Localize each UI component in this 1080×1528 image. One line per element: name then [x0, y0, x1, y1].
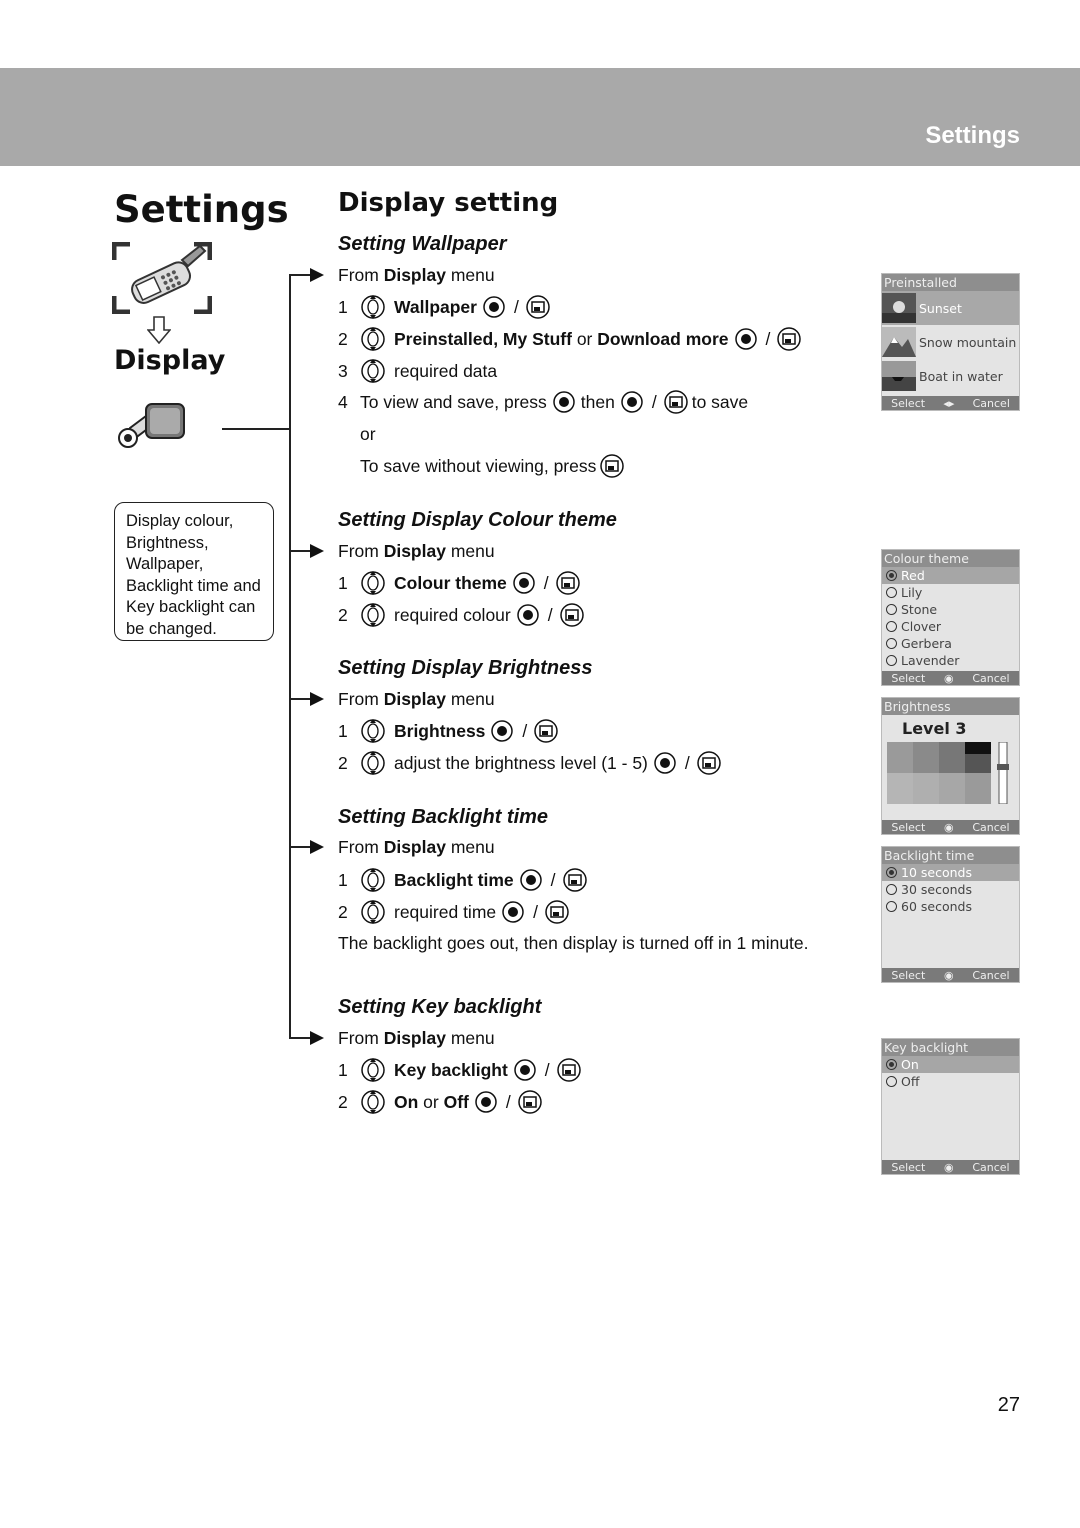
select-key-icon — [502, 901, 524, 923]
brightness-gradient-swatch — [887, 742, 1017, 804]
menu-option: Colour theme — [394, 573, 507, 593]
step-number: 3 — [338, 361, 348, 381]
soft-key-icon — [560, 603, 584, 627]
select-key-icon — [483, 296, 505, 318]
sidebar-note-line: Brightness, — [126, 533, 209, 552]
menu-option: Wallpaper — [394, 297, 477, 317]
header-band — [0, 68, 1080, 166]
radio-selected-icon — [886, 570, 897, 581]
select-key-icon — [520, 869, 542, 891]
navigation-key-icon — [360, 570, 386, 596]
text: From — [338, 689, 379, 709]
option-label: 30 seconds — [901, 882, 972, 897]
sidebar-note-box — [114, 502, 274, 641]
select-key-icon — [513, 572, 535, 594]
radio-icon — [886, 901, 897, 912]
menu-name: Display — [383, 265, 446, 285]
soft-key-icon — [545, 900, 569, 924]
step-1 — [338, 1057, 585, 1083]
text: or — [571, 329, 598, 349]
option-label: Gerbera — [901, 636, 952, 651]
option-label: Off — [901, 1074, 920, 1089]
text: menu — [450, 689, 495, 709]
option-row — [882, 584, 1019, 601]
step-number: 1 — [338, 1060, 348, 1080]
text: or — [418, 1092, 444, 1112]
screen-wallpaper — [881, 273, 1020, 411]
option-row — [882, 652, 1019, 669]
main-title: Display setting — [338, 188, 559, 218]
tree-branch — [289, 1037, 311, 1039]
option-label: Red — [901, 568, 925, 583]
sidebar-note-line: be changed. — [126, 619, 217, 638]
brightness-level: Level 3 — [902, 719, 967, 738]
sidebar-submenu: Display — [114, 345, 226, 376]
softkey-right: Cancel — [972, 396, 1010, 410]
radio-icon — [886, 638, 897, 649]
display-connector-icon — [116, 398, 188, 459]
sidebar-note-line: Wallpaper, — [126, 555, 204, 573]
step-number: 2 — [338, 605, 348, 625]
navigation-key-icon — [360, 602, 386, 628]
menu-option: Off — [443, 1092, 469, 1112]
select-key-icon — [654, 752, 676, 774]
select-key-icon — [517, 604, 539, 626]
navigation-key-icon — [360, 718, 386, 744]
step-number: 2 — [338, 329, 348, 349]
step-3 — [338, 358, 497, 384]
softkey-left: Select — [891, 396, 926, 410]
sidebar-note-line: Key backlight can — [126, 598, 256, 616]
from-display-menu — [338, 263, 495, 287]
step-2 — [338, 899, 573, 925]
menu-option: Key backlight — [394, 1060, 508, 1080]
soft-key-icon — [518, 1090, 542, 1114]
text: From — [338, 837, 379, 857]
separator: / — [505, 1092, 511, 1112]
option-row — [882, 635, 1019, 652]
tree-branch — [289, 698, 311, 700]
section-title-colour-theme: Setting Display Colour theme — [338, 509, 617, 531]
menu-option: Download more — [597, 329, 729, 349]
step-4 — [338, 390, 748, 414]
step-text: To view and save, press — [360, 392, 547, 412]
wallpaper-name: Sunset — [919, 300, 962, 316]
option-label: 10 seconds — [901, 865, 972, 880]
step-2 — [338, 326, 805, 352]
left-right-arrows-icon: ◂▸ — [943, 396, 955, 410]
screen-key-backlight — [881, 1038, 1020, 1175]
select-key-icon — [553, 391, 575, 413]
text: From — [338, 1028, 379, 1048]
center-key-icon: ◉ — [944, 1160, 954, 1174]
wallpaper-item — [882, 359, 1019, 393]
step-text: then — [580, 392, 615, 412]
select-key-icon — [514, 1059, 536, 1081]
select-key-icon — [735, 328, 757, 350]
option-label: 60 seconds — [901, 899, 972, 914]
backlight-note: The backlight goes out, then display is turned off in 1 minute. — [338, 933, 809, 953]
branch-arrow-icon — [310, 268, 324, 282]
separator: / — [513, 297, 519, 317]
option-label: Clover — [901, 619, 942, 634]
from-display-menu — [338, 687, 495, 711]
step-number: 1 — [338, 870, 348, 890]
option-row — [882, 1056, 1019, 1073]
separator: / — [765, 329, 771, 349]
step-text: required time — [394, 902, 497, 922]
from-display-menu — [338, 539, 495, 563]
snow-mountain-thumbnail-icon — [882, 327, 916, 357]
step-text: to save — [691, 392, 749, 412]
section-title-backlight-time: Setting Backlight time — [338, 806, 549, 828]
separator: / — [533, 902, 539, 922]
step-number: 1 — [338, 297, 348, 317]
screen-softkeys — [882, 820, 1019, 834]
navigation-key-icon — [360, 294, 386, 320]
radio-icon — [886, 621, 897, 632]
step-number: 2 — [338, 753, 348, 773]
step-1 — [338, 718, 562, 744]
menu-option: Backlight time — [394, 870, 514, 890]
screen-backlight-time — [881, 846, 1020, 983]
menu-option: Brightness — [394, 721, 486, 741]
branch-arrow-icon — [310, 1031, 324, 1045]
center-key-icon: ◉ — [944, 820, 954, 834]
tree-branch — [289, 550, 311, 552]
step-text: required colour — [394, 605, 511, 625]
tree-branch — [289, 846, 311, 848]
option-label: Stone — [901, 602, 938, 617]
separator: / — [522, 721, 528, 741]
text: menu — [450, 1028, 495, 1048]
select-key-icon — [621, 391, 643, 413]
step-2 — [338, 750, 725, 776]
from-display-menu — [338, 835, 495, 859]
branch-arrow-icon — [310, 692, 324, 706]
separator: / — [651, 392, 657, 412]
step-number: 1 — [338, 721, 348, 741]
wallpaper-name: Snow mountain — [919, 334, 1017, 350]
text: From — [338, 541, 379, 561]
step-2 — [338, 602, 588, 628]
softkey-left: Select — [891, 968, 926, 982]
menu-name: Display — [383, 1028, 446, 1048]
navigation-key-icon — [360, 750, 386, 776]
screen-softkeys — [882, 396, 1019, 410]
navigation-key-icon — [360, 1089, 386, 1115]
option-row — [882, 601, 1019, 618]
option-row — [882, 567, 1019, 584]
navigation-key-icon — [360, 326, 386, 352]
option-label: Lavender — [901, 653, 960, 668]
screen-softkeys — [882, 1160, 1019, 1174]
sidebar-note-line: Display colour, — [126, 512, 234, 530]
menu-option: On — [394, 1092, 419, 1112]
menu-name: Display — [383, 541, 446, 561]
phone-settings-icon — [112, 242, 212, 319]
option-label: Lily — [901, 585, 923, 600]
separator: / — [550, 870, 556, 890]
option-row — [882, 881, 1019, 898]
text: menu — [450, 541, 495, 561]
screen-title: Brightness — [882, 698, 1019, 715]
soft-key-icon — [697, 751, 721, 775]
navigation-key-icon — [360, 358, 386, 384]
step-number: 2 — [338, 1092, 348, 1112]
menu-name: Display — [383, 689, 446, 709]
separator: / — [544, 1060, 550, 1080]
soft-key-icon — [600, 454, 624, 478]
text: menu — [450, 265, 495, 285]
softkey-left: Select — [891, 671, 926, 685]
section-title-wallpaper: Setting Wallpaper — [338, 233, 507, 255]
radio-icon — [886, 587, 897, 598]
screen-title: Key backlight — [882, 1039, 1019, 1056]
section-title-brightness: Setting Display Brightness — [338, 657, 593, 679]
wallpaper-item — [882, 291, 1019, 325]
radio-icon — [886, 604, 897, 615]
radio-icon — [886, 655, 897, 666]
alt-step — [360, 454, 628, 478]
step-text: adjust the brightness level (1 - 5) — [394, 753, 648, 773]
screen-brightness — [881, 697, 1020, 835]
text: menu — [450, 837, 495, 857]
or-text: or — [360, 424, 376, 444]
soft-key-icon — [556, 571, 580, 595]
from-display-menu — [338, 1026, 495, 1050]
softkey-right: Cancel — [972, 671, 1010, 685]
step-number: 2 — [338, 902, 348, 922]
screen-title: Colour theme — [882, 550, 1019, 567]
tree-branch — [289, 274, 311, 276]
tree-connector — [222, 428, 290, 430]
soft-key-icon — [557, 1058, 581, 1082]
step-1 — [338, 294, 554, 320]
screen-softkeys — [882, 968, 1019, 982]
radio-selected-icon — [886, 1059, 897, 1070]
boat-thumbnail-icon — [882, 361, 916, 391]
branch-arrow-icon — [310, 840, 324, 854]
menu-name: Display — [383, 837, 446, 857]
step-number: 1 — [338, 573, 348, 593]
softkey-right: Cancel — [972, 1160, 1010, 1174]
sidebar-note-line: Backlight time and — [126, 576, 261, 595]
menu-option: Preinstalled, My Stuff — [394, 329, 572, 349]
step-text: To save without viewing, press — [360, 456, 597, 476]
soft-key-icon — [526, 295, 550, 319]
separator: / — [543, 573, 549, 593]
screen-title: Preinstalled — [882, 274, 1019, 291]
tree-trunk — [289, 275, 291, 1039]
step-2 — [338, 1089, 546, 1115]
softkey-right: Cancel — [972, 820, 1010, 834]
sidebar-title: Settings — [114, 188, 289, 231]
select-key-icon — [491, 720, 513, 742]
header-section-title: Settings — [925, 122, 1020, 149]
separator: / — [684, 753, 690, 773]
screen-title: Backlight time — [882, 847, 1019, 864]
radio-icon — [886, 1076, 897, 1087]
option-row — [882, 898, 1019, 915]
navigation-key-icon — [360, 899, 386, 925]
wallpaper-item — [882, 325, 1019, 359]
center-key-icon: ◉ — [944, 671, 954, 685]
soft-key-icon — [664, 390, 688, 414]
option-row — [882, 864, 1019, 881]
radio-selected-icon — [886, 867, 897, 878]
step-number: 4 — [338, 392, 348, 412]
softkey-left: Select — [891, 1160, 926, 1174]
soft-key-icon — [534, 719, 558, 743]
wallpaper-name: Boat in water — [919, 368, 1003, 384]
page-number: 27 — [997, 1394, 1020, 1416]
soft-key-icon — [563, 868, 587, 892]
separator: / — [547, 605, 553, 625]
select-key-icon — [475, 1091, 497, 1113]
soft-key-icon — [777, 327, 801, 351]
navigation-key-icon — [360, 867, 386, 893]
option-label: On — [901, 1057, 919, 1072]
softkey-left: Select — [891, 820, 926, 834]
option-row — [882, 618, 1019, 635]
step-text: required data — [394, 361, 498, 381]
branch-arrow-icon — [310, 544, 324, 558]
step-1 — [338, 570, 584, 596]
sunset-thumbnail-icon — [882, 293, 916, 323]
step-1 — [338, 867, 591, 893]
navigation-key-icon — [360, 1057, 386, 1083]
center-key-icon: ◉ — [944, 968, 954, 982]
screen-colour-theme — [881, 549, 1020, 686]
section-title-key-backlight: Setting Key backlight — [338, 996, 542, 1018]
radio-icon — [886, 884, 897, 895]
softkey-right: Cancel — [972, 968, 1010, 982]
option-row — [882, 1073, 1019, 1090]
screen-softkeys — [882, 671, 1019, 685]
text: From — [338, 265, 379, 285]
